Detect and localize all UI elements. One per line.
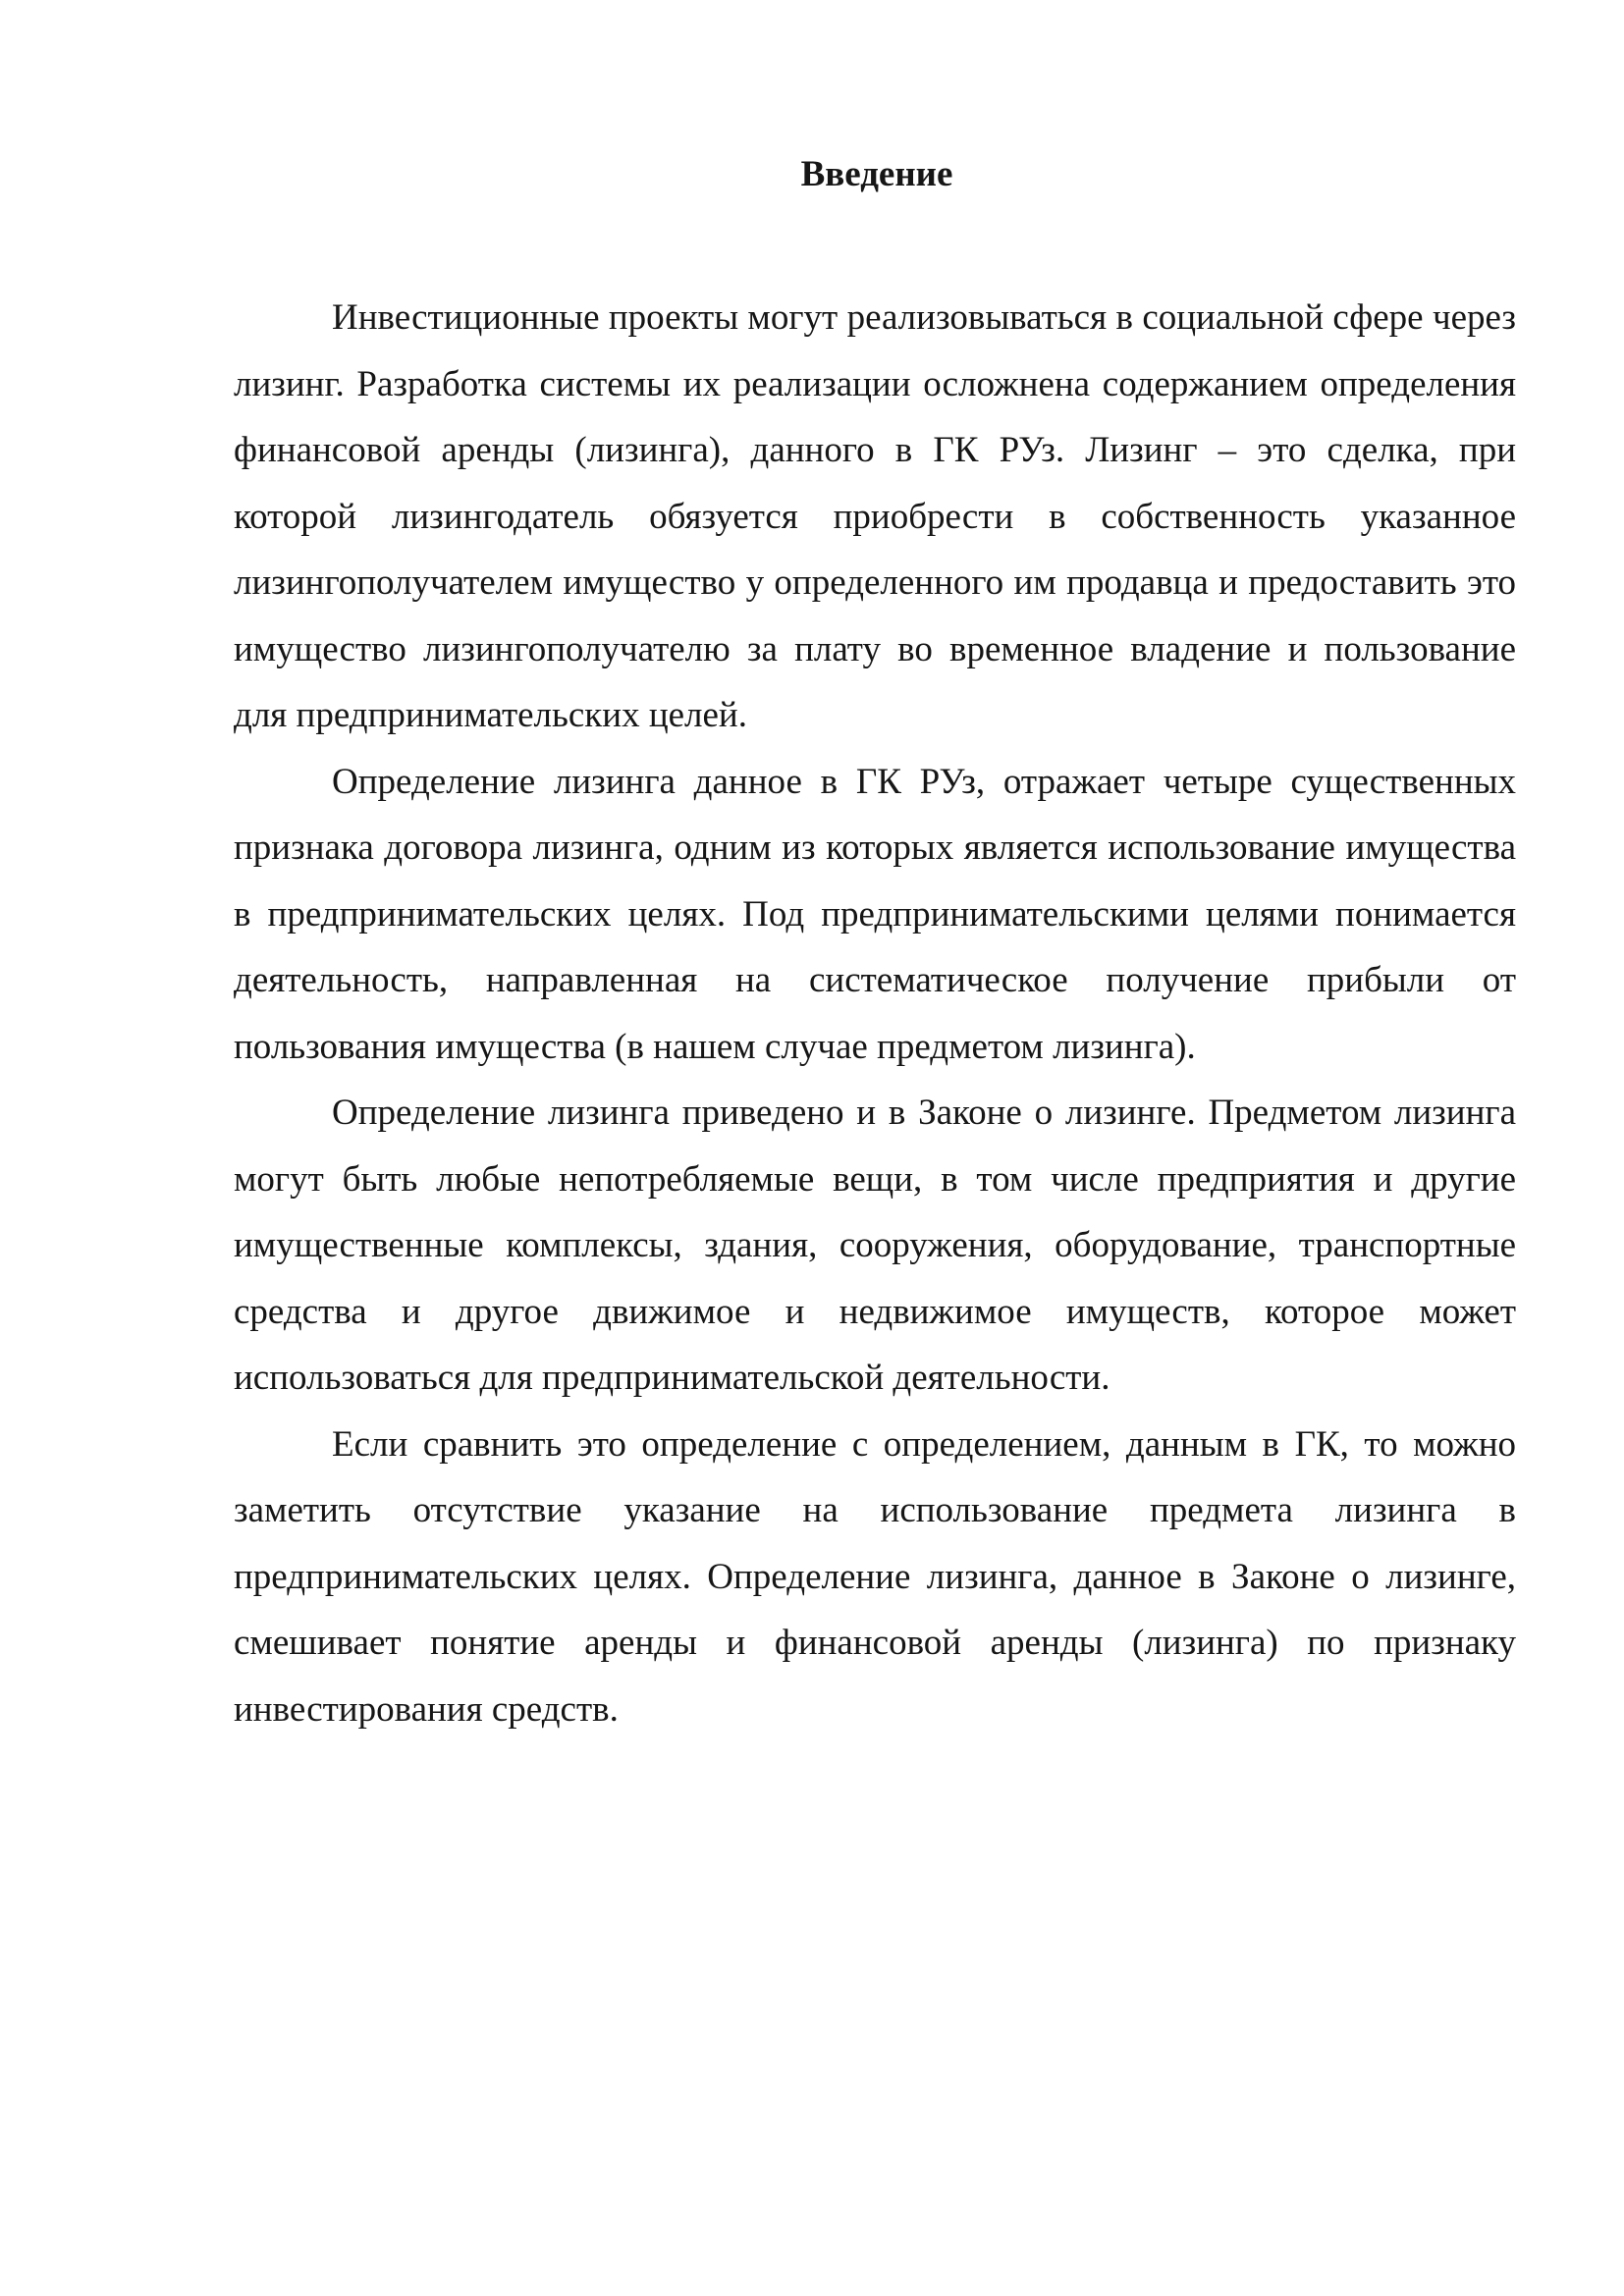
paragraph-definition-gk: Определение лизинга данное в ГК РУз, отражает четыре существенных признака договора лизинга, одним из которых является использование имущества в предпринимательских целях. Под предпринимательскими целями понимается деятельность, направленная на систематическое получение прибыли от пользования имущества (в нашем случае предметом лизинга). <box>234 761 1516 1067</box>
paragraph-comparison: Если сравнить это определение с определением, данным в ГК, то можно заметить отсутствие указание на использование предмета лизинга в предпринимательских целях. Определение лизинга, данное в Законе о лизинге, смешивает понятие аренды и финансовой аренды (лизинга) по признаку инвестирования средств. <box>234 1423 1516 1730</box>
document-body <box>234 285 1516 1742</box>
page-title: Введение <box>800 154 953 194</box>
paragraph-intro: Инвестиционные проекты могут реализовываться в социальной сфере через лизинг. Разработка системы их реализации осложнена содержанием определения финансовой аренды (лизинга), данного в ГК РУз. Лизинг – это сделка, при которой лизингодатель обязуется приобрести в собственность указанное лизингополучателем имущество у определенного им продавца и предоставить это имущество лизингополучателю за плату во временное владение и пользование для предпринимательских целей. <box>234 297 1516 735</box>
paragraph-definition-law: Определение лизинга приведено и в Законе о лизинге. Предметом лизинга могут быть любые непотребляемые вещи, в том числе предприятия и другие имущественные комплексы, здания, сооружения, оборудование, транспортные средства и другое движимое и недвижимое имуществ, которое может использоваться для предпринимательской деятельности. <box>234 1093 1516 1398</box>
